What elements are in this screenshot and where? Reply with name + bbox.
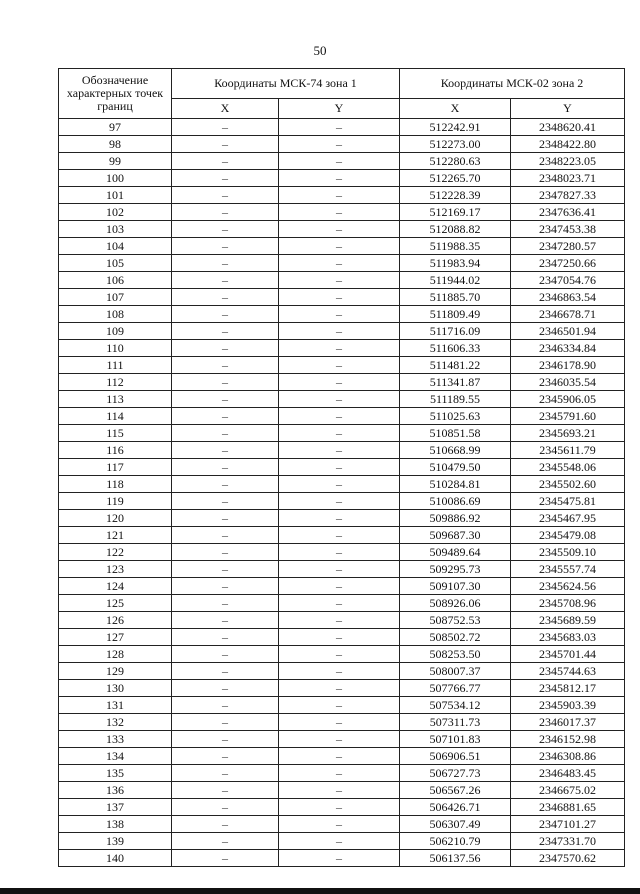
header-msk02-x: X [400, 99, 511, 119]
msk02-x-cell: 507534.12 [400, 697, 511, 714]
msk02-y-cell: 2345903.39 [511, 697, 625, 714]
msk02-y-cell: 2345708.96 [511, 595, 625, 612]
point-number-cell: 131 [59, 697, 172, 714]
msk02-y-cell: 2345624.56 [511, 578, 625, 595]
table-row [59, 357, 625, 374]
msk74-x-cell: – [172, 255, 279, 272]
table-row [59, 323, 625, 340]
msk02-x-cell: 508926.06 [400, 595, 511, 612]
table-row [59, 578, 625, 595]
msk02-y-cell: 2347453.38 [511, 221, 625, 238]
point-number-cell: 125 [59, 595, 172, 612]
point-number-cell: 117 [59, 459, 172, 476]
msk02-x-cell: 511025.63 [400, 408, 511, 425]
msk02-y-cell: 2346017.37 [511, 714, 625, 731]
msk74-y-cell: – [279, 204, 400, 221]
msk02-x-cell: 509489.64 [400, 544, 511, 561]
msk02-x-cell: 508502.72 [400, 629, 511, 646]
msk02-y-cell: 2345557.74 [511, 561, 625, 578]
header-msk74-x: X [172, 99, 279, 119]
msk74-x-cell: – [172, 272, 279, 289]
msk74-x-cell: – [172, 170, 279, 187]
msk74-x-cell: – [172, 408, 279, 425]
msk74-y-cell: – [279, 595, 400, 612]
msk74-y-cell: – [279, 374, 400, 391]
point-number-cell: 113 [59, 391, 172, 408]
msk02-x-cell: 512088.82 [400, 221, 511, 238]
msk02-x-cell: 510086.69 [400, 493, 511, 510]
msk74-x-cell: – [172, 459, 279, 476]
point-number-cell: 135 [59, 765, 172, 782]
point-number-cell: 140 [59, 850, 172, 867]
msk02-x-cell: 507766.77 [400, 680, 511, 697]
msk74-y-cell: – [279, 255, 400, 272]
msk02-y-cell: 2348023.71 [511, 170, 625, 187]
msk74-x-cell: – [172, 612, 279, 629]
point-number-cell: 119 [59, 493, 172, 510]
msk02-y-cell: 2348223.05 [511, 153, 625, 170]
header-msk02-y: Y [511, 99, 625, 119]
msk74-x-cell: – [172, 663, 279, 680]
msk02-y-cell: 2345479.08 [511, 527, 625, 544]
msk02-y-cell: 2345791.60 [511, 408, 625, 425]
table-row [59, 527, 625, 544]
msk02-y-cell: 2345812.17 [511, 680, 625, 697]
msk74-y-cell: – [279, 714, 400, 731]
msk74-x-cell: – [172, 323, 279, 340]
msk74-x-cell: – [172, 153, 279, 170]
msk74-y-cell: – [279, 765, 400, 782]
msk74-y-cell: – [279, 663, 400, 680]
msk02-x-cell: 506567.26 [400, 782, 511, 799]
msk74-y-cell: – [279, 340, 400, 357]
msk74-x-cell: – [172, 629, 279, 646]
table-row [59, 765, 625, 782]
table-body [59, 119, 625, 867]
table-row [59, 255, 625, 272]
msk02-x-cell: 506307.49 [400, 816, 511, 833]
table-row [59, 646, 625, 663]
point-number-cell: 101 [59, 187, 172, 204]
msk02-y-cell: 2346308.86 [511, 748, 625, 765]
msk02-x-cell: 512265.70 [400, 170, 511, 187]
point-number-cell: 99 [59, 153, 172, 170]
msk02-y-cell: 2347280.57 [511, 238, 625, 255]
msk02-y-cell: 2348620.41 [511, 119, 625, 136]
msk74-x-cell: – [172, 391, 279, 408]
msk02-y-cell: 2346501.94 [511, 323, 625, 340]
msk74-y-cell: – [279, 476, 400, 493]
msk74-y-cell: – [279, 323, 400, 340]
msk02-x-cell: 511809.49 [400, 306, 511, 323]
point-number-cell: 107 [59, 289, 172, 306]
msk02-y-cell: 2346881.65 [511, 799, 625, 816]
table-row [59, 561, 625, 578]
msk74-x-cell: – [172, 578, 279, 595]
msk74-y-cell: – [279, 289, 400, 306]
header-point-designation: Обозначение характерных точек границ [59, 69, 172, 119]
msk74-x-cell: – [172, 221, 279, 238]
msk74-x-cell: – [172, 731, 279, 748]
point-number-cell: 122 [59, 544, 172, 561]
msk74-y-cell: – [279, 816, 400, 833]
point-number-cell: 109 [59, 323, 172, 340]
msk74-y-cell: – [279, 561, 400, 578]
msk74-y-cell: – [279, 544, 400, 561]
msk74-y-cell: – [279, 493, 400, 510]
header-msk74-y: Y [279, 99, 400, 119]
point-number-cell: 124 [59, 578, 172, 595]
table-row [59, 306, 625, 323]
point-number-cell: 139 [59, 833, 172, 850]
msk02-x-cell: 510284.81 [400, 476, 511, 493]
table-row [59, 629, 625, 646]
msk02-x-cell: 506906.51 [400, 748, 511, 765]
msk74-y-cell: – [279, 731, 400, 748]
point-number-cell: 102 [59, 204, 172, 221]
msk74-x-cell: – [172, 510, 279, 527]
msk02-y-cell: 2345689.59 [511, 612, 625, 629]
msk02-y-cell: 2347054.76 [511, 272, 625, 289]
msk02-x-cell: 510851.58 [400, 425, 511, 442]
msk02-x-cell: 508752.53 [400, 612, 511, 629]
msk74-x-cell: – [172, 357, 279, 374]
msk74-y-cell: – [279, 272, 400, 289]
msk02-x-cell: 508253.50 [400, 646, 511, 663]
point-number-cell: 105 [59, 255, 172, 272]
msk74-x-cell: – [172, 136, 279, 153]
msk02-y-cell: 2347101.27 [511, 816, 625, 833]
msk02-y-cell: 2346483.45 [511, 765, 625, 782]
point-number-cell: 123 [59, 561, 172, 578]
table-row [59, 850, 625, 867]
msk02-x-cell: 511716.09 [400, 323, 511, 340]
table-row [59, 748, 625, 765]
msk74-x-cell: – [172, 765, 279, 782]
msk74-x-cell: – [172, 680, 279, 697]
point-number-cell: 136 [59, 782, 172, 799]
point-number-cell: 104 [59, 238, 172, 255]
msk74-y-cell: – [279, 459, 400, 476]
msk02-y-cell: 2345509.10 [511, 544, 625, 561]
table-row [59, 136, 625, 153]
msk02-y-cell: 2347570.62 [511, 850, 625, 867]
msk02-x-cell: 512169.17 [400, 204, 511, 221]
msk74-y-cell: – [279, 646, 400, 663]
table-row [59, 697, 625, 714]
msk74-y-cell: – [279, 748, 400, 765]
msk02-x-cell: 511983.94 [400, 255, 511, 272]
msk74-y-cell: – [279, 136, 400, 153]
msk74-y-cell: – [279, 238, 400, 255]
point-number-cell: 121 [59, 527, 172, 544]
msk02-x-cell: 510668.99 [400, 442, 511, 459]
msk02-x-cell: 512280.63 [400, 153, 511, 170]
msk02-y-cell: 2345475.81 [511, 493, 625, 510]
msk02-x-cell: 511885.70 [400, 289, 511, 306]
point-number-cell: 114 [59, 408, 172, 425]
msk74-y-cell: – [279, 833, 400, 850]
msk74-y-cell: – [279, 442, 400, 459]
msk02-x-cell: 506137.56 [400, 850, 511, 867]
msk02-x-cell: 509107.30 [400, 578, 511, 595]
point-number-cell: 108 [59, 306, 172, 323]
page-number: 50 [313, 43, 327, 58]
msk74-x-cell: – [172, 595, 279, 612]
msk02-y-cell: 2345693.21 [511, 425, 625, 442]
msk02-x-cell: 511189.55 [400, 391, 511, 408]
msk02-x-cell: 507101.83 [400, 731, 511, 748]
msk74-y-cell: – [279, 408, 400, 425]
msk02-x-cell: 506426.71 [400, 799, 511, 816]
msk02-x-cell: 512242.91 [400, 119, 511, 136]
msk74-y-cell: – [279, 306, 400, 323]
table-row [59, 204, 625, 221]
msk02-y-cell: 2346334.84 [511, 340, 625, 357]
msk74-y-cell: – [279, 697, 400, 714]
table-row [59, 493, 625, 510]
table-row [59, 187, 625, 204]
point-number-cell: 111 [59, 357, 172, 374]
table-row [59, 374, 625, 391]
msk74-x-cell: – [172, 714, 279, 731]
table-row [59, 612, 625, 629]
table-row [59, 408, 625, 425]
msk02-x-cell: 511944.02 [400, 272, 511, 289]
msk74-x-cell: – [172, 340, 279, 357]
msk74-x-cell: – [172, 187, 279, 204]
msk74-y-cell: – [279, 221, 400, 238]
msk02-x-cell: 506727.73 [400, 765, 511, 782]
msk02-y-cell: 2345611.79 [511, 442, 625, 459]
point-number-cell: 138 [59, 816, 172, 833]
msk74-x-cell: – [172, 527, 279, 544]
msk74-x-cell: – [172, 697, 279, 714]
msk74-y-cell: – [279, 578, 400, 595]
msk74-x-cell: – [172, 544, 279, 561]
msk02-y-cell: 2345683.03 [511, 629, 625, 646]
msk02-x-cell: 511341.87 [400, 374, 511, 391]
table-row [59, 782, 625, 799]
msk74-y-cell: – [279, 391, 400, 408]
point-number-cell: 110 [59, 340, 172, 357]
table-row [59, 153, 625, 170]
msk02-y-cell: 2347331.70 [511, 833, 625, 850]
msk74-x-cell: – [172, 782, 279, 799]
table-row [59, 221, 625, 238]
table-row [59, 833, 625, 850]
table-row [59, 459, 625, 476]
msk02-y-cell: 2345744.63 [511, 663, 625, 680]
msk74-y-cell: – [279, 629, 400, 646]
table-row [59, 340, 625, 357]
point-number-cell: 116 [59, 442, 172, 459]
msk74-y-cell: – [279, 119, 400, 136]
msk02-x-cell: 512228.39 [400, 187, 511, 204]
msk74-y-cell: – [279, 799, 400, 816]
msk02-x-cell: 511988.35 [400, 238, 511, 255]
point-number-cell: 128 [59, 646, 172, 663]
table-row [59, 442, 625, 459]
msk02-y-cell: 2345502.60 [511, 476, 625, 493]
table-row [59, 510, 625, 527]
msk02-x-cell: 510479.50 [400, 459, 511, 476]
msk74-y-cell: – [279, 425, 400, 442]
msk02-y-cell: 2346675.02 [511, 782, 625, 799]
msk02-x-cell: 511606.33 [400, 340, 511, 357]
msk74-y-cell: – [279, 510, 400, 527]
msk02-y-cell: 2345906.05 [511, 391, 625, 408]
msk02-y-cell: 2347636.41 [511, 204, 625, 221]
msk02-y-cell: 2346178.90 [511, 357, 625, 374]
msk02-x-cell: 509886.92 [400, 510, 511, 527]
msk74-y-cell: – [279, 850, 400, 867]
table-row [59, 595, 625, 612]
table-row [59, 816, 625, 833]
msk02-y-cell: 2346035.54 [511, 374, 625, 391]
msk74-y-cell: – [279, 170, 400, 187]
point-number-cell: 129 [59, 663, 172, 680]
msk74-x-cell: – [172, 119, 279, 136]
table-row [59, 799, 625, 816]
point-number-cell: 97 [59, 119, 172, 136]
msk74-y-cell: – [279, 527, 400, 544]
point-number-cell: 98 [59, 136, 172, 153]
point-number-cell: 120 [59, 510, 172, 527]
msk74-x-cell: – [172, 374, 279, 391]
point-number-cell: 112 [59, 374, 172, 391]
point-number-cell: 137 [59, 799, 172, 816]
point-number-cell: 100 [59, 170, 172, 187]
table-row [59, 544, 625, 561]
table-row [59, 680, 625, 697]
table-row [59, 476, 625, 493]
msk02-x-cell: 512273.00 [400, 136, 511, 153]
point-number-cell: 133 [59, 731, 172, 748]
point-number-cell: 126 [59, 612, 172, 629]
msk02-y-cell: 2345701.44 [511, 646, 625, 663]
msk02-y-cell: 2348422.80 [511, 136, 625, 153]
msk74-x-cell: – [172, 748, 279, 765]
table-row [59, 289, 625, 306]
point-number-cell: 118 [59, 476, 172, 493]
msk02-x-cell: 506210.79 [400, 833, 511, 850]
point-number-cell: 115 [59, 425, 172, 442]
msk02-y-cell: 2347827.33 [511, 187, 625, 204]
table-row [59, 731, 625, 748]
msk02-x-cell: 509295.73 [400, 561, 511, 578]
table-row [59, 170, 625, 187]
msk74-x-cell: – [172, 289, 279, 306]
msk02-y-cell: 2347250.66 [511, 255, 625, 272]
msk74-y-cell: – [279, 153, 400, 170]
header-msk02: Координаты МСК-02 зона 2 [400, 69, 625, 99]
msk02-y-cell: 2346152.98 [511, 731, 625, 748]
point-number-cell: 127 [59, 629, 172, 646]
coordinates-table [58, 68, 625, 867]
header-msk74: Координаты МСК-74 зона 1 [172, 69, 400, 99]
msk02-y-cell: 2345548.06 [511, 459, 625, 476]
msk74-x-cell: – [172, 646, 279, 663]
msk02-y-cell: 2346678.71 [511, 306, 625, 323]
msk74-y-cell: – [279, 612, 400, 629]
table-row [59, 272, 625, 289]
msk02-y-cell: 2346863.54 [511, 289, 625, 306]
msk74-x-cell: – [172, 425, 279, 442]
msk74-y-cell: – [279, 782, 400, 799]
table-row [59, 391, 625, 408]
table-row [59, 714, 625, 731]
msk74-y-cell: – [279, 680, 400, 697]
msk02-x-cell: 508007.37 [400, 663, 511, 680]
table-row [59, 238, 625, 255]
msk74-y-cell: – [279, 357, 400, 374]
msk74-x-cell: – [172, 816, 279, 833]
msk74-x-cell: – [172, 799, 279, 816]
msk74-y-cell: – [279, 187, 400, 204]
table-row [59, 119, 625, 136]
point-number-cell: 134 [59, 748, 172, 765]
scan-edge [0, 888, 640, 894]
point-number-cell: 132 [59, 714, 172, 731]
msk74-x-cell: – [172, 476, 279, 493]
msk74-x-cell: – [172, 561, 279, 578]
msk02-x-cell: 507311.73 [400, 714, 511, 731]
table-row [59, 425, 625, 442]
msk74-x-cell: – [172, 306, 279, 323]
msk74-x-cell: – [172, 238, 279, 255]
msk74-x-cell: – [172, 833, 279, 850]
msk74-x-cell: – [172, 850, 279, 867]
msk02-x-cell: 511481.22 [400, 357, 511, 374]
msk74-x-cell: – [172, 493, 279, 510]
msk74-x-cell: – [172, 204, 279, 221]
point-number-cell: 106 [59, 272, 172, 289]
point-number-cell: 103 [59, 221, 172, 238]
msk74-x-cell: – [172, 442, 279, 459]
point-number-cell: 130 [59, 680, 172, 697]
table-row [59, 663, 625, 680]
msk02-x-cell: 509687.30 [400, 527, 511, 544]
msk02-y-cell: 2345467.95 [511, 510, 625, 527]
